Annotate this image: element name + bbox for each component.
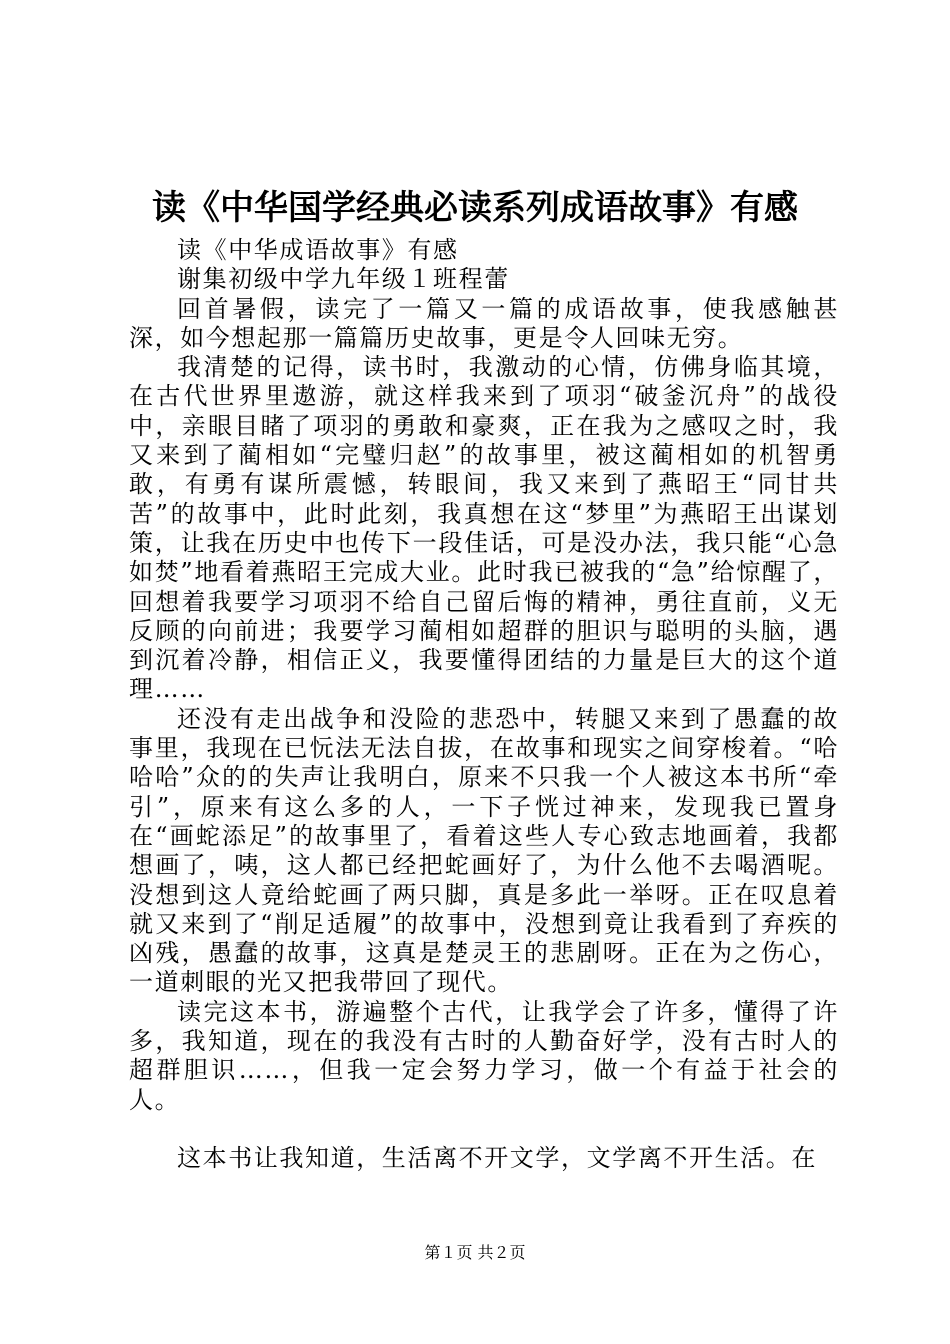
paragraph-conclusion: 这本书让我知道，生活离不开文学，文学离不开生活。在: [177, 1143, 817, 1172]
page-number: 第１页 共２页: [424, 1243, 526, 1262]
paragraph-subtitle: 读《中华成语故事》有感: [177, 236, 459, 264]
paragraph-author: 谢集初级中学九年级１班程蕾: [177, 265, 510, 294]
paragraph-stories: 还没有走出战争和没险的悲恐中，转腿又来到了愚蠢的故事里，我现在已忨法无法自拔，在故事和现实之间穿梭着。“哈哈哈”众的的失声让我明白，原来不只我一个人被这本书所“牵引”，原来有这么多的人，一下子恍过神来，发现我已置身在“画蛇添足”的故事里了，看着这些人专心致志地画着，我都想画了，咦，这人都已经把蛇画好了，为什么他不去喝酒呢。没想到这人竟给蛇画了两只脚，真是多此一举呀。正在叹息着就又来到了“削足适履”的故事中，没想到竟让我看到了弃疾的凶残，愚蠢的故事，这真是楚灵王的悲剧呀。正在为之伤心，一道刺眼的光又把我带回了现代。: [129, 704, 839, 997]
document-body: [129, 236, 839, 1173]
document-title: 读《中华国学经典必读系列成语故事》有感: [152, 188, 798, 228]
paragraph-reflection: 读完这本书，游遍整个古代，让我学会了许多，懂得了许多，我知道，现在的我没有古时的人勤奋好学，没有古时人的超群胆识……，但我一定会努力学习，做一个有益于社会的人。: [129, 997, 839, 1114]
paragraph-memory: 我清楚的记得，读书时，我激动的心情，仿佛身临其境，在古代世界里遨游，就这样我来到了项羽“破釜沉舟”的战役中，亲眼目睹了项羽的勇敢和豪爽，正在我为之感叹之时，我又来到了蔺相如“完璧归赵”的故事里，被这蔺相如的机智勇敢，有勇有谋所震憾，转眼间，我又来到了燕昭王“同甘共苦”的故事中，此时此刻，我真想在这“梦里”为燕昭王出谋划策，让我在历史中也传下一段佳话，可是没办法，我只能“心急如焚”地看着燕昭王完成大业。此时我已被我的“急”给惊醒了，回想着我要学习项羽不给自己留后悔的精神，勇往直前，义无反顾的向前进；我要学习蔺相如超群的胆识与聪明的头脑，遇到沉着冷静，相信正义，我要懂得团结的力量是巨大的这个道理……: [129, 353, 839, 704]
paragraph-intro: 回首暑假，读完了一篇又一篇的成语故事，使我感触甚深，如今想起那一篇篇历史故事，更是令人回味无穷。: [129, 294, 839, 352]
